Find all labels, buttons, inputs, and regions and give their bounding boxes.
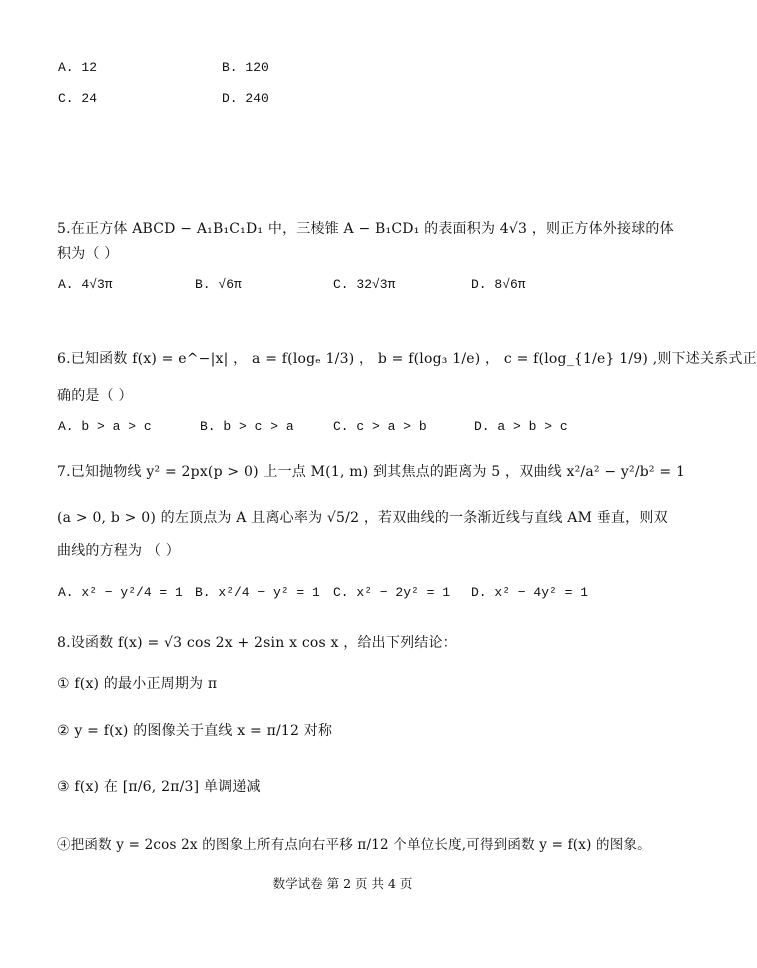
q4-option-a: A. 12: [58, 60, 98, 75]
q6-option-d: D. a > b > c: [474, 419, 568, 434]
q7-option-a: A. x² − y²/4 = 1: [58, 585, 183, 600]
q4-option-c: C. 24: [58, 91, 98, 106]
q6-stem-line2: 确的是（ ）: [57, 388, 133, 404]
q5-option-d: D. 8√6π: [471, 277, 526, 292]
q5-option-a: A. 4√3π: [58, 277, 113, 292]
q5-stem-line1: 5.在正方体 ABCD − A₁B₁C₁D₁ 中，三棱锥 A − B₁CD₁ 的表面积为 4√3 ，则正方体外接球的体: [57, 221, 674, 237]
q7-option-b: B. x²/4 − y² = 1: [195, 585, 320, 600]
q7-stem-line1: 7.已知抛物线 y² = 2px(p > 0) 上一点 M(1, m) 到其焦点的距离为 5 ，双曲线 x²/a² − y²/b² = 1: [57, 464, 686, 480]
q8-statement-1: ① f(x) 的最小正周期为 π: [57, 676, 218, 692]
q4-option-b: B. 120: [222, 60, 269, 75]
q7-option-c: C. x² − 2y² = 1: [333, 585, 451, 600]
q8-statement-3: ③ f(x) 在 [π/6, 2π/3] 单调递减: [57, 779, 261, 795]
q6-stem-line1: 6.已知函数 f(x) = e^−|x| ， a = f(logₑ 1/3) ， b = f(log₃ 1/e) ， c = f(log_{1/e} 1/9) ,则下述关系式正: [57, 351, 757, 367]
q5-stem-line2: 积为（ ）: [57, 246, 119, 262]
q5-option-c: C. 32√3π: [333, 277, 396, 292]
q6-option-a: A. b > a > c: [58, 419, 152, 434]
q6-option-c: C. c > a > b: [333, 419, 427, 434]
page-footer: 数学试卷 第 2 页 共 4 页: [272, 876, 413, 891]
q5-option-b: B. √6π: [195, 277, 242, 292]
q7-stem-line2: (a > 0, b > 0) 的左顶点为 A 且离心率为 √5/2 ，若双曲线的一条渐近线与直线 AM 垂直，则双: [57, 510, 668, 526]
q4-option-d: D. 240: [222, 91, 269, 106]
q7-option-d: D. x² − 4y² = 1: [471, 585, 589, 600]
q6-option-b: B. b > c > a: [200, 419, 294, 434]
q7-stem-line3: 曲线的方程为 （ ）: [57, 543, 180, 559]
q8-statement-4: ④把函数 y = 2cos 2x 的图象上所有点向右平移 π/12 个单位长度,可得到函数 y = f(x) 的图象。: [57, 837, 651, 853]
q8-statement-2: ② y = f(x) 的图像关于直线 x = π/12 对称: [57, 723, 333, 739]
q8-stem: 8.设函数 f(x) = √3 cos 2x + 2sin x cos x ，给出下列结论：: [57, 635, 457, 651]
